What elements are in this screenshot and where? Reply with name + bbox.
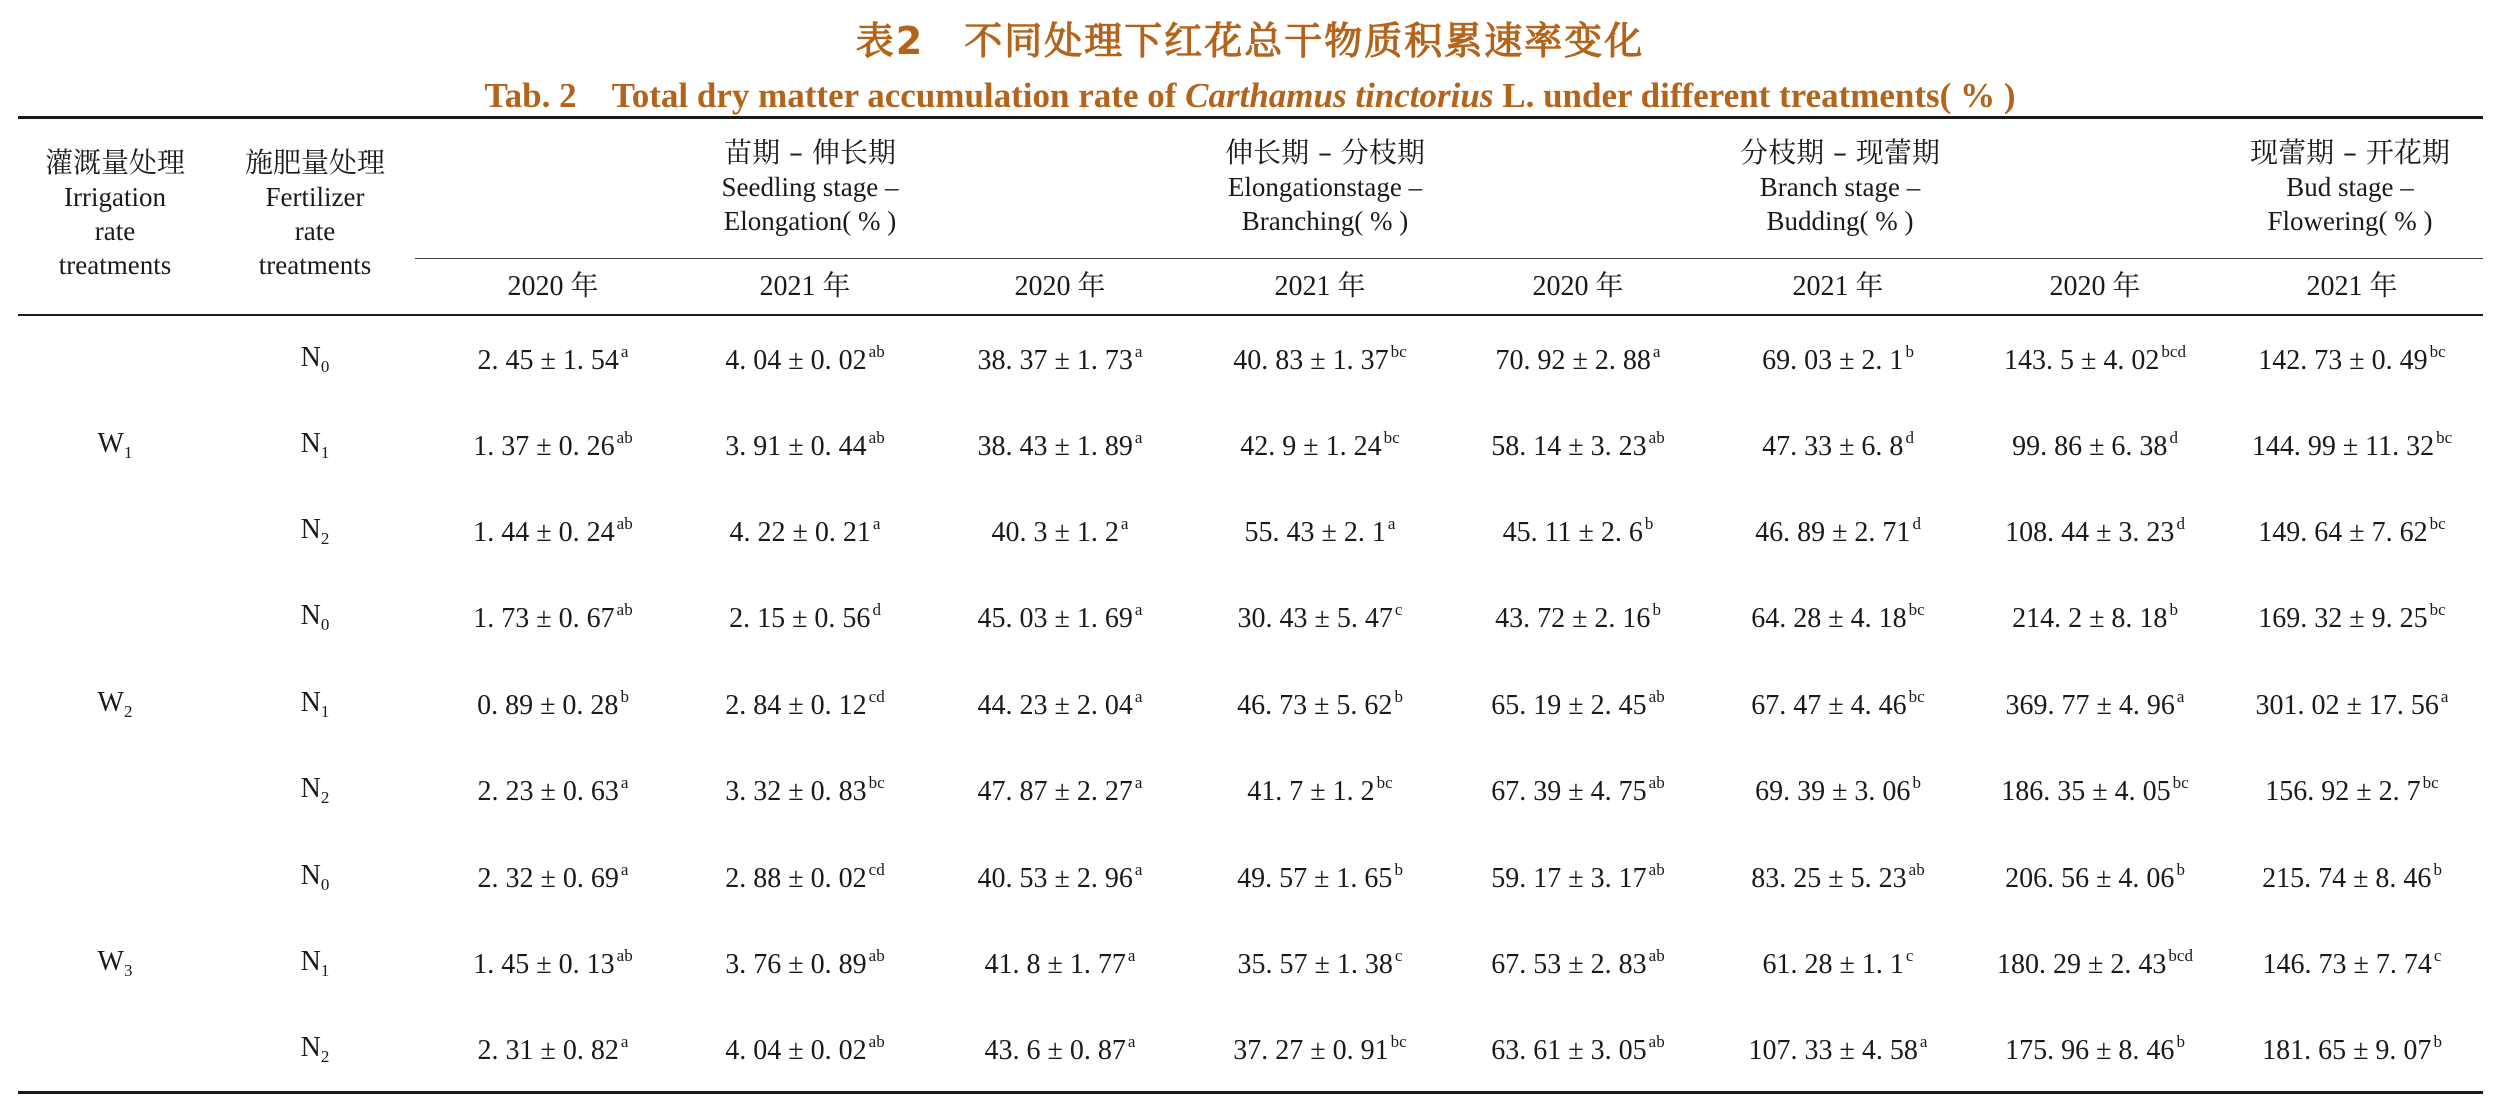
significance-letter: ab	[616, 600, 633, 619]
significance-letter: b	[1905, 342, 1914, 361]
significance-letter: b	[1912, 773, 1921, 792]
significance-letter: b	[2433, 860, 2442, 879]
table-cell: 301. 02 ± 17. 56 $^a$	[2255, 687, 2449, 721]
table-cell: 3. 76 ± 0. 89 $^{ab}$	[725, 946, 885, 980]
header-stage-en1: Branch stage –	[1759, 172, 1921, 202]
header-stage-cn: 伸长期 – 分枝期	[1225, 136, 1425, 169]
table-cell: 4. 22 ± 0. 21 $^a$	[729, 514, 881, 548]
significance-letter: bc	[2429, 514, 2446, 533]
header-stage-en2: Budding( % )	[1766, 206, 1914, 236]
significance-letter: ab	[616, 514, 633, 533]
significance-letter: bc	[1390, 342, 1407, 361]
year-header: 2021 年	[1274, 271, 1366, 302]
significance-letter: ab	[1648, 1032, 1665, 1051]
table-cell: 37. 27 ± 0. 91 $^{bc}$	[1233, 1032, 1407, 1066]
table-cell: 59. 17 ± 3. 17 $^{ab}$	[1491, 860, 1665, 894]
table-cell: 4. 04 ± 0. 02 $^{ab}$	[725, 342, 885, 376]
irrigation-label: $W_3$	[97, 946, 133, 980]
fertilizer-label: $N_2$	[300, 1032, 330, 1066]
significance-letter: ab	[1648, 773, 1665, 792]
header-fertilizer	[225, 146, 405, 282]
table-cell: 143. 5 ± 4. 02 $^{bcd}$	[2004, 342, 2186, 376]
significance-letter: bc	[2429, 342, 2446, 361]
table-cell: 2. 23 ± 0. 63 $^a$	[477, 773, 629, 807]
header-stage-en2: Branching( % )	[1241, 206, 1409, 236]
table-cell: 40. 3 ± 1. 2 $^a$	[991, 514, 1129, 548]
table-cell: 1. 44 ± 0. 24 $^{ab}$	[473, 514, 633, 548]
fertilizer-label: $N_2$	[300, 514, 330, 548]
table-cell: 0. 89 ± 0. 28 $^b$	[477, 687, 629, 721]
significance-letter: ab	[1648, 687, 1665, 706]
significance-letter: a	[620, 860, 629, 879]
table-cell: 47. 87 ± 2. 27 $^a$	[977, 773, 1143, 807]
header-stage-3	[1590, 136, 2090, 238]
fertilizer-label: $N_0$	[300, 600, 330, 634]
fertilizer-label: $N_2$	[300, 773, 330, 807]
table-cell: 99. 86 ± 6. 38 $^d$	[2012, 428, 2178, 462]
header-fertilizer-en2: rate	[294, 216, 336, 246]
table-cell: 70. 92 ± 2. 88 $^a$	[1495, 342, 1661, 376]
significance-letter: d	[872, 600, 881, 619]
table-cell: 1. 73 ± 0. 67 $^{ab}$	[473, 600, 633, 634]
table-cell: 1. 37 ± 0. 26 $^{ab}$	[473, 428, 633, 462]
header-stage-en1: Bud stage –	[2286, 172, 2414, 202]
title-en-prefix: Tab. 2 Total dry matter accumulation rate of	[484, 76, 1186, 115]
table-cell: 41. 8 ± 1. 77 $^a$	[984, 946, 1136, 980]
header-irrigation-cn: 灌溉量处理	[44, 146, 185, 179]
header-stage-en1: Seedling stage –	[721, 172, 899, 202]
significance-letter: ab	[616, 946, 633, 965]
significance-letter: bc	[2429, 600, 2446, 619]
significance-letter: a	[1652, 342, 1661, 361]
table-cell: 38. 37 ± 1. 73 $^a$	[977, 342, 1143, 376]
table-cell: 83. 25 ± 5. 23 $^{ab}$	[1751, 860, 1925, 894]
table-cell: 1. 45 ± 0. 13 $^{ab}$	[473, 946, 633, 980]
table-cell: 67. 47 ± 4. 46 $^{bc}$	[1751, 687, 1925, 721]
table-cell: 146. 73 ± 7. 74 $^c$	[2262, 946, 2442, 980]
significance-letter: a	[1134, 687, 1143, 706]
year-header: 2021 年	[2306, 271, 2398, 302]
significance-letter: a	[872, 514, 881, 533]
header-stage-1	[560, 136, 1060, 238]
table-cell: 2. 31 ± 0. 82 $^a$	[477, 1032, 629, 1066]
table-cell: 169. 32 ± 9. 25 $^{bc}$	[2258, 600, 2446, 634]
bottom-rule	[18, 1091, 2483, 1094]
significance-letter: c	[1394, 600, 1403, 619]
significance-letter: bcd	[2161, 342, 2186, 361]
significance-letter: a	[620, 1032, 629, 1051]
significance-letter: ab	[616, 428, 633, 447]
header-fertilizer-cn: 施肥量处理	[244, 146, 385, 179]
fertilizer-label: $N_1$	[300, 946, 330, 980]
significance-letter: c	[2433, 946, 2442, 965]
header-rule	[18, 314, 2483, 316]
significance-letter: d	[2169, 428, 2178, 447]
table-cell: 40. 53 ± 2. 96 $^a$	[977, 860, 1143, 894]
header-irrigation	[30, 146, 200, 282]
table-cell: 49. 57 ± 1. 65 $^b$	[1237, 860, 1403, 894]
table-cell: 214. 2 ± 8. 18 $^b$	[2012, 600, 2178, 634]
fertilizer-label: $N_1$	[300, 687, 330, 721]
table-cell: 30. 43 ± 5. 47 $^c$	[1237, 600, 1403, 634]
header-fertilizer-en3: treatments	[258, 250, 372, 280]
significance-letter: b	[1652, 600, 1661, 619]
table-cell: 2. 84 ± 0. 12 $^{cd}$	[725, 687, 885, 721]
table-cell: 69. 03 ± 2. 1 $^b$	[1762, 342, 1914, 376]
table-title-en	[0, 68, 2500, 118]
significance-letter: a	[1919, 1032, 1928, 1051]
table-cell: 215. 74 ± 8. 46 $^b$	[2262, 860, 2442, 894]
significance-letter: a	[1387, 514, 1396, 533]
fertilizer-label: $N_0$	[300, 860, 330, 894]
table-cell: 43. 72 ± 2. 16 $^b$	[1495, 600, 1661, 634]
significance-letter: ab	[868, 428, 885, 447]
significance-letter: ab	[1908, 860, 1925, 879]
significance-letter: ab	[1648, 428, 1665, 447]
table-cell: 2. 88 ± 0. 02 $^{cd}$	[725, 860, 885, 894]
table-cell: 35. 57 ± 1. 38 $^c$	[1237, 946, 1403, 980]
table-cell: 186. 35 ± 4. 05 $^{bc}$	[2001, 773, 2189, 807]
table-cell: 156. 92 ± 2. 7 $^{bc}$	[2265, 773, 2439, 807]
fertilizer-label: $N_1$	[300, 428, 330, 462]
table-cell: 55. 43 ± 2. 1 $^a$	[1244, 514, 1396, 548]
table-cell: 41. 7 ± 1. 2 $^{bc}$	[1247, 773, 1393, 807]
year-header: 2020 年	[507, 271, 599, 302]
significance-letter: c	[1394, 946, 1403, 965]
table-cell: 44. 23 ± 2. 04 $^a$	[977, 687, 1143, 721]
significance-letter: bc	[1908, 600, 1925, 619]
table-cell: 47. 33 ± 6. 8 $^d$	[1762, 428, 1914, 462]
table-cell: 180. 29 ± 2. 43 $^{bcd}$	[1997, 946, 2193, 980]
year-header: 2020 年	[2049, 271, 2141, 302]
header-stage-en2: Elongation( % )	[723, 206, 897, 236]
table-cell: 142. 73 ± 0. 49 $^{bc}$	[2258, 342, 2446, 376]
header-fertilizer-en1: Fertilizer	[265, 182, 365, 212]
significance-letter: b	[1394, 687, 1403, 706]
table-cell: 42. 9 ± 1. 24 $^{bc}$	[1240, 428, 1400, 462]
significance-letter: a	[1134, 773, 1143, 792]
table-cell: 46. 89 ± 2. 71 $^d$	[1755, 514, 1921, 548]
significance-letter: b	[1394, 860, 1403, 879]
significance-letter: ab	[868, 1032, 885, 1051]
table-cell: 3. 91 ± 0. 44 $^{ab}$	[725, 428, 885, 462]
header-stage-cn: 现蕾期 – 开花期	[2250, 136, 2450, 169]
significance-letter: a	[1134, 428, 1143, 447]
significance-letter: a	[1134, 342, 1143, 361]
title-en-species: Carthamus tinctorius	[1185, 76, 1494, 115]
header-irrigation-en2: rate	[94, 216, 136, 246]
table-cell: 45. 03 ± 1. 69 $^a$	[977, 600, 1143, 634]
table-cell: 107. 33 ± 4. 58 $^a$	[1748, 1032, 1928, 1066]
table-cell: 40. 83 ± 1. 37 $^{bc}$	[1233, 342, 1407, 376]
header-sub-rule	[415, 258, 2483, 259]
table-cell: 58. 14 ± 3. 23 $^{ab}$	[1491, 428, 1665, 462]
significance-letter: d	[1905, 428, 1914, 447]
table-cell: 67. 53 ± 2. 83 $^{ab}$	[1491, 946, 1665, 980]
header-irrigation-en1: Irrigation	[64, 182, 166, 212]
table-cell: 64. 28 ± 4. 18 $^{bc}$	[1751, 600, 1925, 634]
significance-letter: bc	[1908, 687, 1925, 706]
significance-letter: a	[1127, 946, 1136, 965]
significance-letter: bc	[2172, 773, 2189, 792]
year-header: 2021 年	[759, 271, 851, 302]
significance-letter: a	[620, 773, 629, 792]
significance-letter: cd	[868, 687, 885, 706]
significance-letter: a	[1120, 514, 1129, 533]
table-cell: 149. 64 ± 7. 62 $^{bc}$	[2258, 514, 2446, 548]
header-stage-2	[1075, 136, 1575, 238]
table-title-cn: 表2 不同处理下红花总干物质积累速率变化	[855, 19, 1645, 63]
year-header: 2021 年	[1792, 271, 1884, 302]
table-cell: 4. 04 ± 0. 02 $^{ab}$	[725, 1032, 885, 1066]
table-cell: 181. 65 ± 9. 07 $^b$	[2262, 1032, 2442, 1066]
table-cell: 2. 45 ± 1. 54 $^a$	[477, 342, 629, 376]
significance-letter: bc	[1376, 773, 1393, 792]
significance-letter: bc	[868, 773, 885, 792]
title-en-suffix: L. under different treatments( % )	[1493, 76, 2016, 115]
irrigation-label: $W_2$	[97, 687, 133, 721]
header-stage-cn: 分枝期 – 现蕾期	[1740, 136, 1940, 169]
significance-letter: d	[1912, 514, 1921, 533]
significance-letter: b	[2169, 600, 2178, 619]
significance-letter: bc	[2436, 428, 2453, 447]
fertilizer-label: $N_0$	[300, 342, 330, 376]
header-stage-en2: Flowering( % )	[2267, 206, 2433, 236]
significance-letter: bc	[1390, 1032, 1407, 1051]
table-cell: 46. 73 ± 5. 62 $^b$	[1237, 687, 1403, 721]
significance-letter: a	[2176, 687, 2185, 706]
table-cell: 2. 15 ± 0. 56 $^d$	[729, 600, 881, 634]
significance-letter: ab	[868, 946, 885, 965]
table-cell: 369. 77 ± 4. 96 $^a$	[2005, 687, 2185, 721]
table-cell: 108. 44 ± 3. 23 $^d$	[2005, 514, 2185, 548]
table-cell: 43. 6 ± 0. 87 $^a$	[984, 1032, 1136, 1066]
significance-letter: b	[2176, 860, 2185, 879]
significance-letter: b	[620, 687, 629, 706]
significance-letter: bc	[1383, 428, 1400, 447]
year-header: 2020 年	[1532, 271, 1624, 302]
table-cell: 61. 28 ± 1. 1 $^c$	[1762, 946, 1914, 980]
table-cell: 63. 61 ± 3. 05 $^{ab}$	[1491, 1032, 1665, 1066]
significance-letter: bc	[2422, 773, 2439, 792]
significance-letter: cd	[868, 860, 885, 879]
significance-letter: b	[1644, 514, 1654, 533]
table-cell: 144. 99 ± 11. 32 $^{bc}$	[2251, 428, 2453, 462]
table-cell: 2. 32 ± 0. 69 $^a$	[477, 860, 629, 894]
table-cell: 45. 11 ± 2. 6 $^b$	[1502, 514, 1654, 548]
table-cell: 65. 19 ± 2. 45 $^{ab}$	[1491, 687, 1665, 721]
significance-letter: a	[2440, 687, 2449, 706]
significance-letter: c	[1905, 946, 1914, 965]
top-rule	[18, 116, 2483, 119]
significance-letter: a	[1134, 860, 1143, 879]
header-irrigation-en3: treatments	[58, 250, 172, 280]
significance-letter: b	[2433, 1032, 2442, 1051]
significance-letter: bcd	[2168, 946, 2193, 965]
significance-letter: ab	[1648, 860, 1665, 879]
significance-letter: ab	[868, 342, 885, 361]
table-cell: 175. 96 ± 8. 46 $^b$	[2005, 1032, 2185, 1066]
table-cell: 69. 39 ± 3. 06 $^b$	[1755, 773, 1921, 807]
header-stage-cn: 苗期 – 伸长期	[724, 136, 896, 169]
header-stage-4	[2100, 136, 2500, 238]
significance-letter: ab	[1648, 946, 1665, 965]
significance-letter: a	[1134, 600, 1143, 619]
significance-letter: b	[2176, 1032, 2185, 1051]
significance-letter: d	[2176, 514, 2185, 533]
year-header: 2020 年	[1014, 271, 1106, 302]
table-cell: 67. 39 ± 4. 75 $^{ab}$	[1491, 773, 1665, 807]
significance-letter: a	[620, 342, 629, 361]
table-cell: 206. 56 ± 4. 06 $^b$	[2005, 860, 2185, 894]
table-cell: 38. 43 ± 1. 89 $^a$	[977, 428, 1143, 462]
table-cell: 3. 32 ± 0. 83 $^{bc}$	[725, 773, 885, 807]
irrigation-label: $W_1$	[97, 428, 133, 462]
header-stage-en1: Elongationstage –	[1227, 172, 1423, 202]
significance-letter: a	[1127, 1032, 1136, 1051]
